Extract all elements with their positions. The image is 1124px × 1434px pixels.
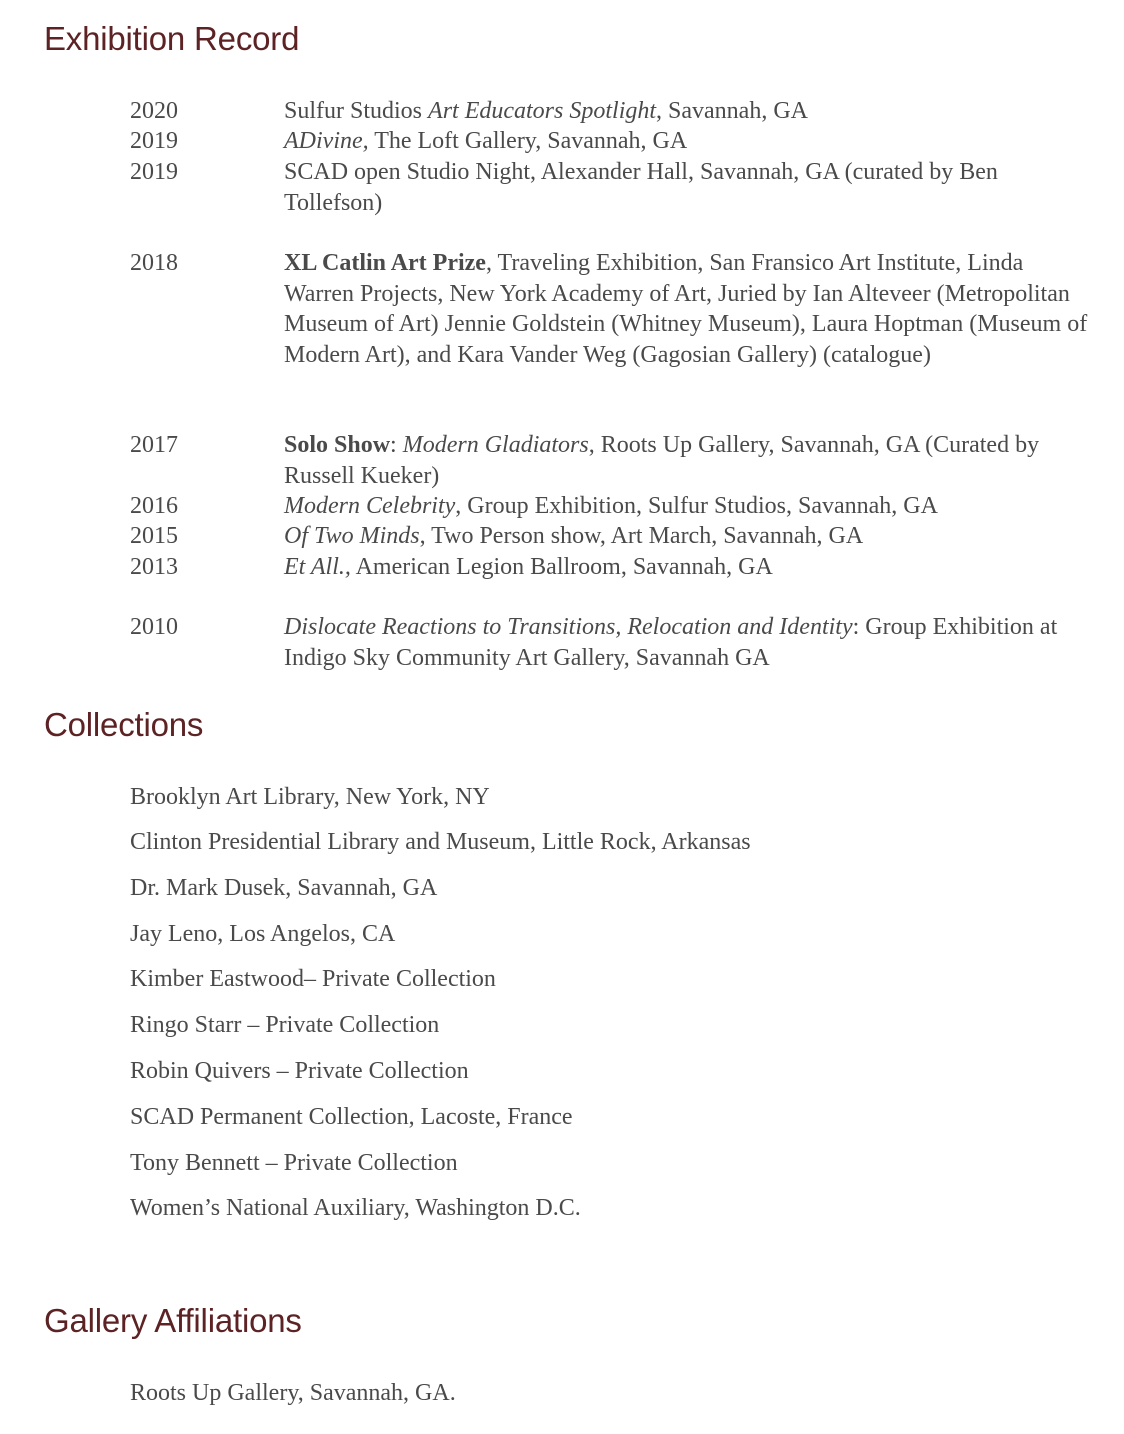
exhibition-year: 2010 <box>130 614 178 640</box>
exhibition-entry <box>130 96 1090 127</box>
exhibition-entry <box>130 430 1090 491</box>
collection-item: Tony Bennett – Private Collection <box>130 1150 458 1176</box>
collection-item: Dr. Mark Dusek, Savannah, GA <box>130 875 438 901</box>
exhibition-description: Et All., American Legion Ballroom, Savannah, GA <box>284 554 773 580</box>
collection-item: Kimber Eastwood– Private Collection <box>130 966 496 992</box>
exhibition-description: SCAD open Studio Night, Alexander Hall, Savannah, GA (curated by Ben Tollefson) <box>284 159 998 216</box>
exhibition-entry <box>130 521 1090 552</box>
gallery-affiliations-heading: Gallery Affiliations <box>44 1302 302 1339</box>
collection-item: Ringo Starr – Private Collection <box>130 1012 440 1038</box>
collection-item: Women’s National Auxiliary, Washington D.C. <box>130 1195 581 1221</box>
exhibition-entry <box>130 126 1090 157</box>
exhibition-year: 2015 <box>130 523 178 549</box>
exhibition-description: Modern Celebrity, Group Exhibition, Sulfur Studios, Savannah, GA <box>284 493 938 519</box>
collection-item: Jay Leno, Los Angelos, CA <box>130 921 396 947</box>
exhibition-description: XL Catlin Art Prize, Traveling Exhibition, San Fransico Art Institute, Linda Warren Projects, New York Academy of Art, Juried by Ian Alteveer (Metropolitan Museum of Art) Jennie Goldstein (Whitney Museum), Laura Hoptman (Museum of Modern Art), and Kara Vander Weg (Gagosian Gallery) (catalogue) <box>284 250 1088 368</box>
exhibition-description: Dislocate Reactions to Transitions, Relocation and Identity: Group Exhibition at Indigo Sky Community Art Gallery, Savannah GA <box>284 614 1058 671</box>
exhibition-description: Solo Show: Modern Gladiators, Roots Up Gallery, Savannah, GA (Curated by Russell Kueker) <box>284 432 1040 489</box>
exhibition-year: 2013 <box>130 554 178 580</box>
exhibition-entry <box>130 552 1090 583</box>
exhibition-entry <box>130 248 1090 370</box>
gallery-affiliation-item: Roots Up Gallery, Savannah, GA. <box>130 1380 456 1406</box>
exhibition-description: Sulfur Studios Art Educators Spotlight, Savannah, GA <box>284 98 808 124</box>
collection-item: Brooklyn Art Library, New York, NY <box>130 784 490 810</box>
collections-heading: Collections <box>44 706 204 743</box>
exhibition-year: 2020 <box>130 98 178 124</box>
exhibition-entry <box>130 157 1090 218</box>
exhibition-year: 2017 <box>130 432 178 458</box>
exhibition-year: 2019 <box>130 128 178 154</box>
exhibition-record-heading: Exhibition Record <box>44 20 300 57</box>
exhibition-year: 2016 <box>130 493 178 519</box>
collection-item: Robin Quivers – Private Collection <box>130 1058 469 1084</box>
collection-item: Clinton Presidential Library and Museum, Little Rock, Arkansas <box>130 829 751 855</box>
exhibition-description: Of Two Minds, Two Person show, Art March, Savannah, GA <box>284 523 864 549</box>
exhibition-description: ADivine, The Loft Gallery, Savannah, GA <box>284 128 688 154</box>
exhibition-entry <box>130 491 1090 522</box>
exhibition-entry <box>130 612 1090 673</box>
exhibition-year: 2018 <box>130 250 178 276</box>
exhibition-year: 2019 <box>130 159 178 185</box>
collection-item: SCAD Permanent Collection, Lacoste, France <box>130 1104 573 1130</box>
